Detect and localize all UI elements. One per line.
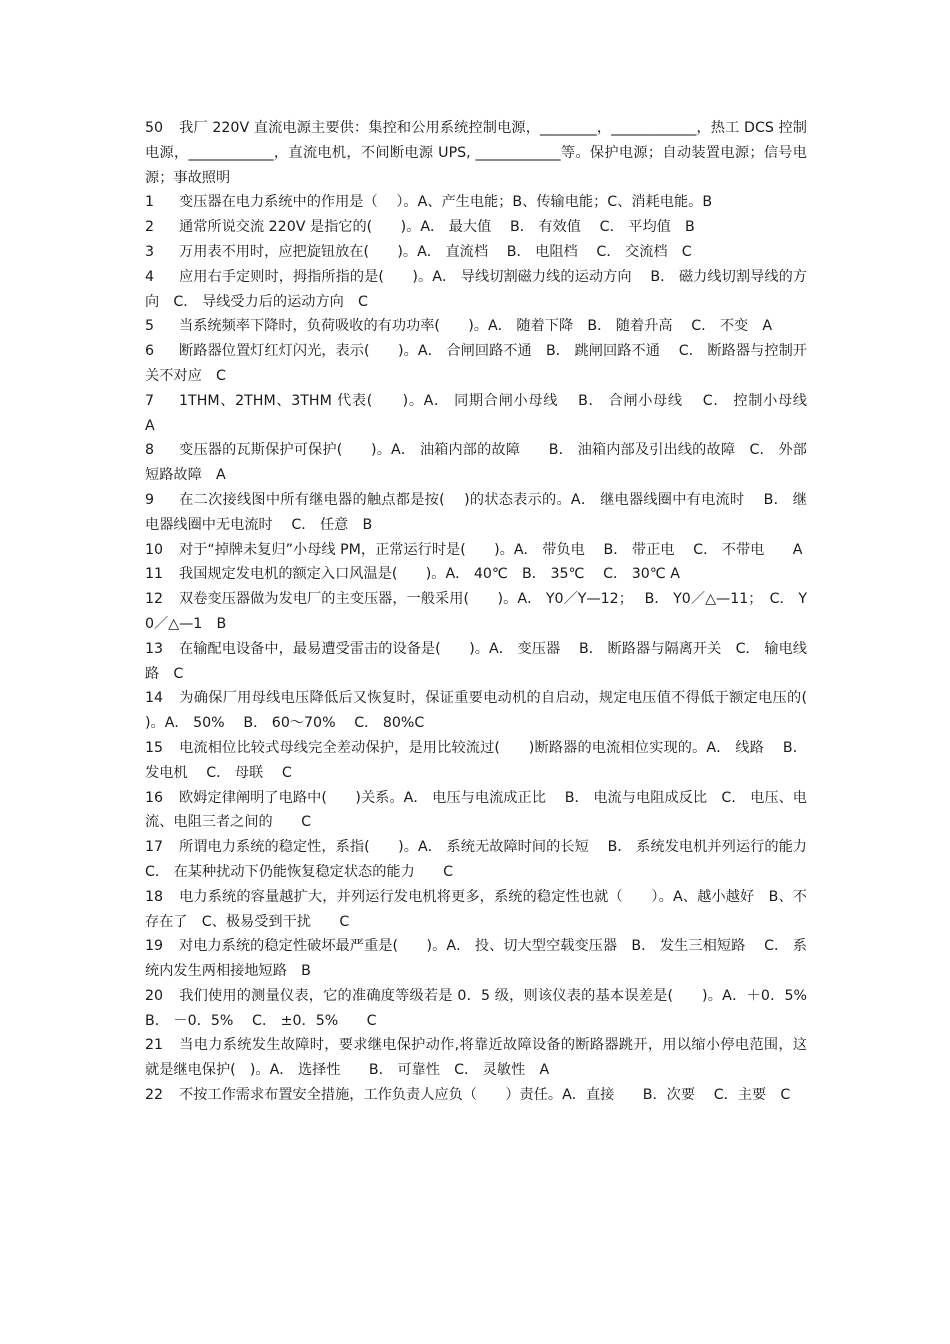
question-text: 所谓电力系统的稳定性，系指( )。A． 系统无故障时间的长短 B． 系统发电机并列运行的能力 C． 在某种扰动下仍能恢复稳定状态的能力 C [145, 839, 826, 880]
question-text: 断路器位置灯红灯闪光，表示( )。A． 合闸回路不通 B． 跳闸回路不通 C． 断路器与控制开关不对应 C [145, 343, 807, 384]
question-text: 欧姆定律阐明了电路中( )关系。A． 电压与电流成正比 B． 电流与电阻成反比 C． 电压、电流、电阻三者之间的 C [145, 789, 807, 831]
question-number: 18 [145, 888, 164, 905]
question-text: 电流相位比较式母线完全差动保护，是用比较流过( )断路器的电流相位实现的。A． 线路 B． 发电机 C． 母联 C [145, 739, 807, 781]
question-16 [145, 786, 807, 836]
question-4 [145, 265, 807, 315]
question-22 [145, 1083, 807, 1108]
question-number: 17 [145, 839, 164, 856]
question-19 [145, 934, 807, 984]
question-text: 双卷变压器做为发电厂的主变压器，一般采用( )。A． Y0／Y—12； B． Y0／△—11； C． Y0／△—1 B [145, 591, 807, 632]
question-12 [145, 587, 807, 637]
question-text: 我们使用的测量仪表，它的准确度等级若是 0．5 级，则该仪表的基本误差是( )。A．＋0．5% B． －0．5% C． ±0．5% C [145, 987, 826, 1029]
question-number: 22 [145, 1087, 164, 1104]
question-number: 19 [145, 938, 164, 955]
question-number: 12 [145, 591, 164, 608]
question-2 [145, 215, 807, 240]
question-text: 变压器的瓦斯保护可保护( )。A． 油箱内部的故障 B． 油箱内部及引出线的故障 C． 外部短路故障 A [145, 442, 807, 484]
question-text: 通常所说交流 220V 是指它的( )。A． 最大值 B． 有效值 C． 平均值 B [179, 219, 695, 236]
question-number: 21 [145, 1037, 164, 1054]
question-text: 对于“掉牌未复归”小母线 PM，正常运行时是( )。A． 带负电 B． 带正电 C． 不带电 A [179, 541, 803, 558]
question-6 [145, 339, 807, 389]
question-number: 1 [145, 194, 155, 211]
question-number: 8 [145, 442, 155, 459]
question-15 [145, 736, 807, 786]
question-20 [145, 984, 826, 1034]
question-number: 5 [145, 318, 155, 335]
question-number: 4 [145, 268, 155, 285]
question-text: 不按工作需求布置安全措施，工作负责人应负（ ）责任。A．直接 B．次要 C．主要 C [179, 1087, 791, 1104]
question-text: 在输配电设备中，最易遭受雷击的设备是( )。A． 变压器 B． 断路器与隔离开关 C． 输电线路 C [145, 640, 807, 682]
question-number: 7 [145, 392, 155, 409]
question-text: 对电力系统的稳定性破坏最严重是( )。A． 投、切大型空载变压器 B． 发生三相短路 C． 系统内发生两相接地短路 B [145, 938, 807, 980]
question-50 [145, 116, 807, 190]
question-text: 在二次接线图中所有继电器的触点都是按( )的状态表示的。A． 继电器线圈中有电流时 B． 继电器线圈中无电流时 C． 任意 B [145, 491, 807, 533]
question-7 [145, 389, 836, 439]
question-text: 应用右手定则时，拇指所指的是( )。A． 导线切割磁力线的运动方向 B． 磁力线切割导线的方向 C． 导线受力后的运动方向 C [145, 268, 807, 310]
question-number: 13 [145, 640, 164, 657]
question-text: 当系统频率下降时，负荷吸收的有功功率( )。A． 随着下降 B． 随着升高 C． 不变 A [179, 318, 773, 335]
question-number: 3 [145, 243, 155, 260]
question-text: 我厂 220V 直流电源主要供：集控和公用系统控制电源，________，____________，热工 DCS 控制电源，____________，直流电机，不间断电源 UPS, ____________等。保护电源；自动装置电源；信号电源；事故照明 [145, 120, 807, 186]
question-number: 20 [145, 987, 164, 1004]
question-13 [145, 637, 807, 687]
question-18 [145, 885, 807, 935]
question-number: 15 [145, 739, 164, 756]
question-text: 变压器在电力系统中的作用是（ ）。A、产生电能；B、传输电能；C、消耗电能。B [179, 194, 713, 211]
question-17 [145, 835, 826, 885]
question-text: 电力系统的容量越扩大，并列运行发电机将更多，系统的稳定性也就（ ）。A、越小越好 B、不存在了 C、极易受到干扰 C [145, 888, 807, 930]
document-page [145, 116, 836, 1108]
question-text: 为确保厂用母线电压降低后又恢复时，保证重要电动机的自启动，规定电压值不得低于额定电压的( )。A． 50% B． 60～70% C． 80%C [145, 690, 836, 732]
question-8 [145, 438, 807, 488]
question-14 [145, 686, 836, 736]
question-number: 9 [145, 491, 155, 508]
question-11 [145, 562, 807, 587]
question-number: 2 [145, 219, 155, 236]
question-number: 6 [145, 343, 155, 360]
question-3 [145, 240, 807, 265]
question-number: 14 [145, 690, 164, 707]
question-1 [145, 190, 807, 215]
question-text: 万用表不用时，应把旋钮放在( )。A． 直流档 B． 电阻档 C． 交流档 C [179, 243, 692, 260]
question-number: 50 [145, 120, 164, 136]
question-text: 我国规定发电机的额定入口风温是( )。A． 40℃ B． 35℃ C． 30℃ A [179, 566, 680, 583]
question-9 [145, 488, 807, 538]
question-10 [145, 538, 807, 563]
question-21 [145, 1033, 807, 1083]
question-number: 16 [145, 789, 164, 806]
question-5 [145, 314, 807, 339]
question-number: 11 [145, 566, 164, 583]
question-text: 1THM、2THM、3THM 代表( )。A． 同期合闸小母线 B． 合闸小母线 C． 控制小母线 A [145, 392, 836, 434]
question-text: 当电力系统发生故障时，要求继电保护动作,将靠近故障设备的断路器跳开，用以缩小停电范围，这就是继电保护( )。A． 选择性 B． 可靠性 C． 灵敏性 A [145, 1037, 807, 1079]
question-number: 10 [145, 541, 164, 558]
